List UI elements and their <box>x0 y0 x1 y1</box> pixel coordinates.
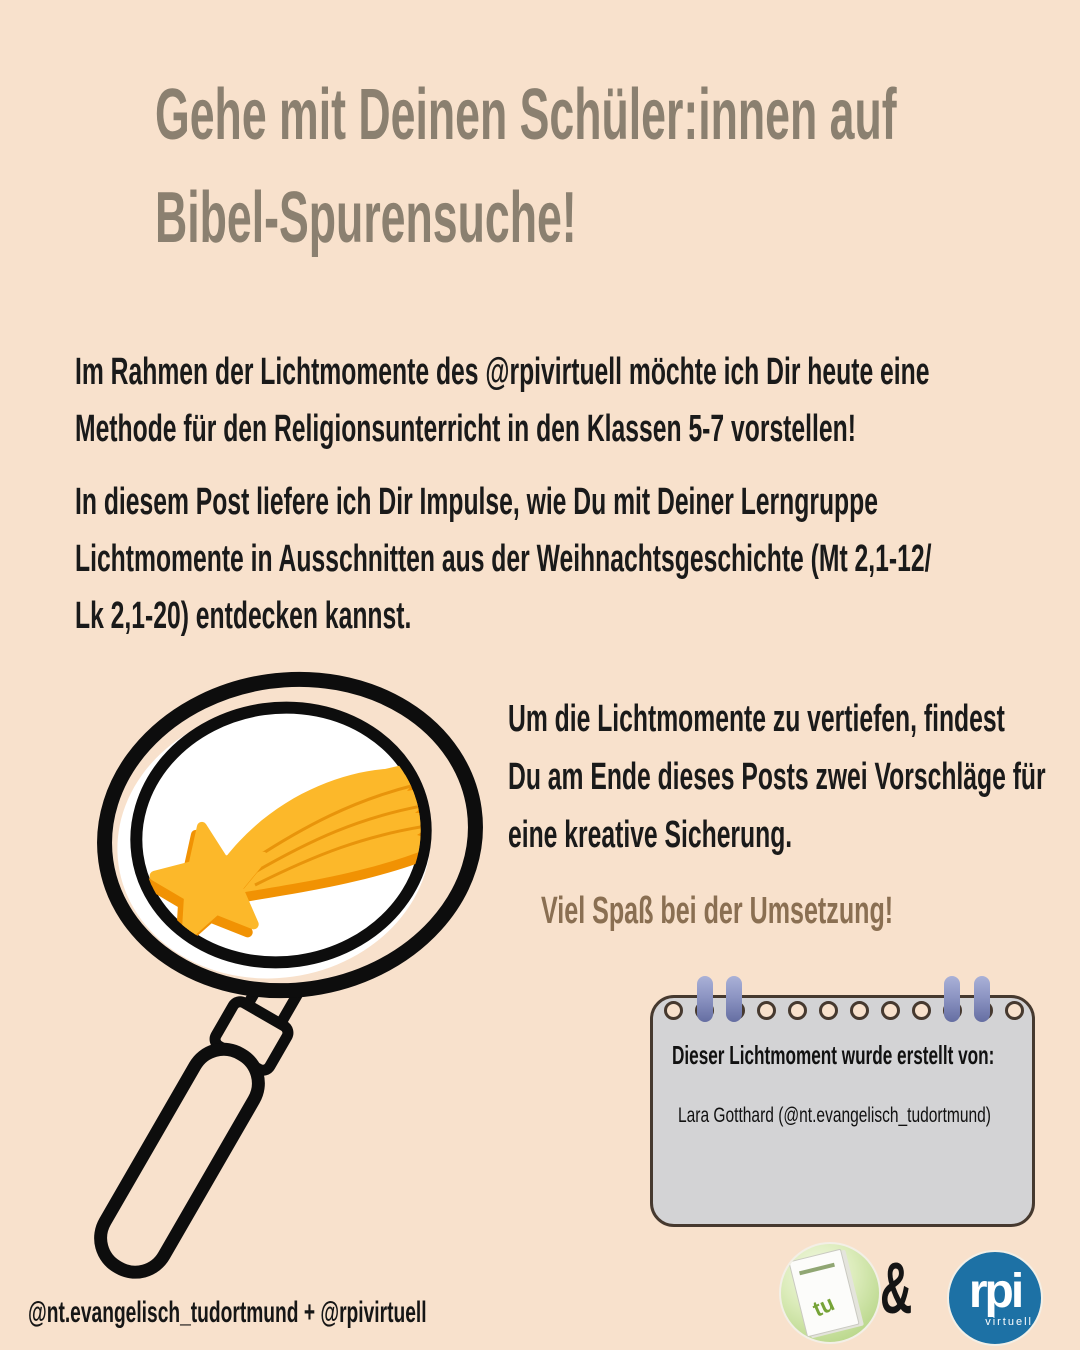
note-hole <box>1005 1001 1024 1020</box>
ampersand: & <box>880 1249 913 1329</box>
note-hole <box>912 1001 931 1020</box>
tu-book-text-line <box>799 1263 835 1276</box>
magnifier-shooting-star-icon <box>50 660 500 1300</box>
note-binder-ring <box>944 976 960 1022</box>
note-hole <box>788 1001 807 1020</box>
note-binder-ring <box>726 976 742 1022</box>
title-line-2: Bibel-Spurensuche! <box>155 178 577 258</box>
intro-paragraph <box>75 344 929 458</box>
highlight-line: Viel Spaß bei der Umsetzung! <box>541 890 894 932</box>
note-heading: Dieser Lichtmoment wurde erstellt von: <box>672 1040 995 1070</box>
impulse-line-1: In diesem Post liefere ich Dir Impulse, wie Du mit Deiner Lerngruppe <box>75 481 878 523</box>
note-hole <box>850 1001 869 1020</box>
rpi-virtuell-logo <box>947 1250 1043 1346</box>
impulse-line-2: Lichtmomente in Ausschnitten aus der Weihnachtsgeschichte (Mt 2,1-12/ <box>75 538 932 580</box>
note-hole <box>881 1001 900 1020</box>
note-binder-ring <box>974 976 990 1022</box>
rpi-logo-subtext: virtuell <box>985 1316 1033 1328</box>
title-line-1: Gehe mit Deinen Schüler:innen auf <box>155 75 897 155</box>
intro-line-1: Im Rahmen der Lichtmomente des @rpivirtuell möchte ich Dir heute eine <box>75 351 930 393</box>
note-hole <box>664 1001 683 1020</box>
magnifier-handle <box>89 956 318 1284</box>
tu-logo-book-icon <box>788 1249 859 1338</box>
deepen-line-3: eine kreative Sicherung. <box>508 814 793 856</box>
rpi-logo-text: rpi <box>968 1265 1022 1318</box>
deepen-paragraph <box>508 690 1046 864</box>
note-binder-ring <box>697 976 713 1022</box>
deepen-line-1: Um die Lichtmomente zu vertiefen, findest <box>508 698 1005 740</box>
tu-logo-text: tu <box>808 1290 839 1322</box>
impulse-paragraph <box>75 474 931 645</box>
note-author: Lara Gotthard (@nt.evangelisch_tudortmund) <box>678 1104 991 1127</box>
tu-dortmund-logo <box>779 1242 881 1344</box>
footer-social-handles: @nt.evangelisch_tudortmund + @rpivirtuell <box>28 1296 427 1329</box>
intro-line-2: Methode für den Religionsunterricht in den Klassen 5-7 vorstellen! <box>75 408 856 450</box>
page-title <box>155 64 897 270</box>
deepen-line-2: Du am Ende dieses Posts zwei Vorschläge für <box>508 756 1046 798</box>
note-hole <box>757 1001 776 1020</box>
note-hole <box>819 1001 838 1020</box>
impulse-line-3: Lk 2,1-20) entdecken kannst. <box>75 595 412 637</box>
